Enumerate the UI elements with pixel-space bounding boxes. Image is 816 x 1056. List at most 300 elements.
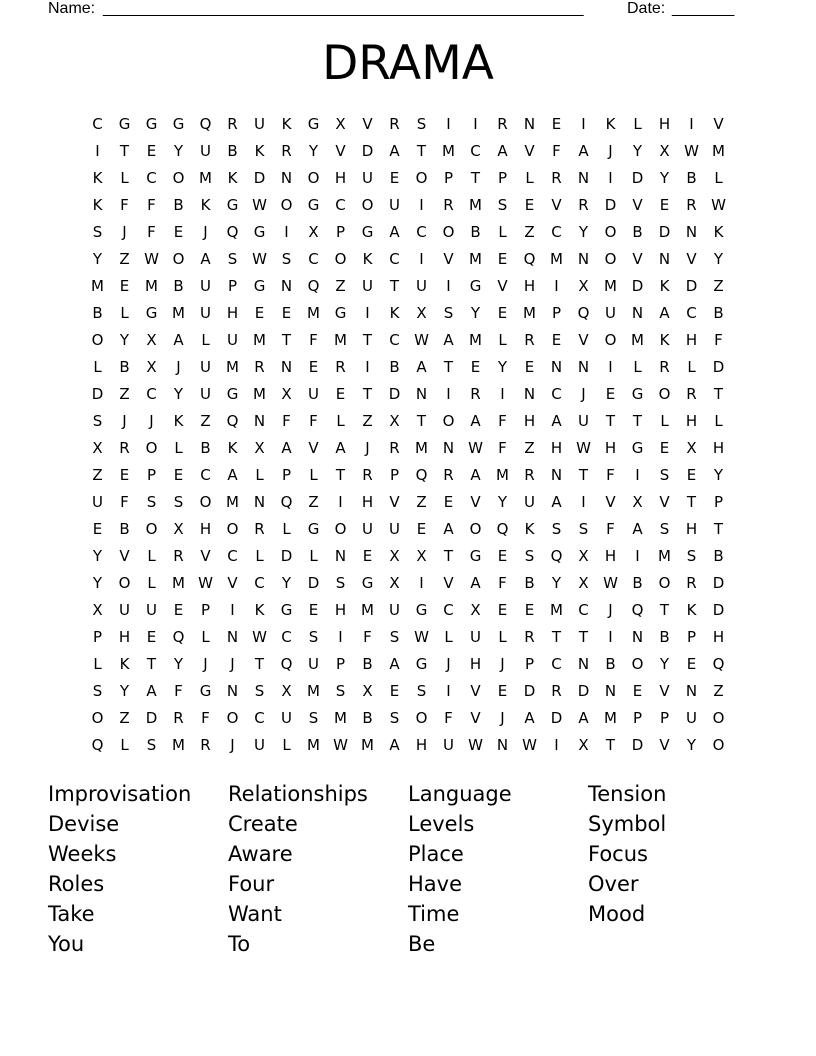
grid-letter: V [470,709,481,727]
grid-letter: Q [226,223,239,241]
grid-letter: O [712,709,725,727]
grid-letter: R [524,331,535,349]
grid-letter: U [389,601,400,619]
grid-letter: E [308,358,319,376]
grid-letter: S [254,682,265,700]
grid-row [84,111,732,138]
grid-letter: U [524,493,535,511]
grid-letter: Z [119,250,130,268]
grid-letter: A [200,250,211,268]
grid-letter: W [576,439,591,457]
grid-letter: T [659,601,670,619]
grid-letter: T [335,466,346,484]
grid-letter: F [282,412,291,430]
grid-letter: E [92,520,103,538]
grid-letter: L [309,547,318,565]
grid-letter: D [361,142,374,160]
grid-letter: U [119,601,130,619]
grid-letter: E [551,331,562,349]
grid-letter: U [308,385,319,403]
grid-letter: Q [172,628,185,646]
grid-letter: P [551,304,562,322]
grid-letter: C [254,574,265,592]
grid-letter: T [281,331,292,349]
grid-letter: R [362,466,373,484]
grid-letter: M [307,736,320,754]
grid-letter: O [226,709,239,727]
grid-letter: Q [550,547,563,565]
grid-letter: X [578,547,589,565]
grid-letter: I [608,628,613,646]
grid-row [84,624,732,651]
grid-letter: C [335,196,346,214]
grid-letter: M [334,331,347,349]
grid-letter: R [254,358,265,376]
grid-letter: E [443,493,454,511]
grid-letter: G [307,115,320,133]
grid-letter: X [92,439,103,457]
grid-letter: P [632,709,643,727]
grid-letter: X [578,574,589,592]
grid-letter: H [550,439,563,457]
grid-letter: K [227,439,238,457]
grid-letter: K [92,196,103,214]
grid-letter: K [713,223,724,241]
grid-letter: A [578,709,589,727]
grid-letter: E [497,304,508,322]
grid-letter: L [282,520,291,538]
grid-letter: E [308,601,319,619]
grid-letter: D [91,385,104,403]
grid-letter: K [173,412,184,430]
grid-letter: Y [497,493,508,511]
grid-letter: W [252,196,267,214]
grid-letter: E [389,169,400,187]
grid-letter: D [523,682,536,700]
grid-row [84,165,732,192]
name-label: Name: [48,0,96,17]
grid-letter: F [309,331,318,349]
grid-letter: T [632,412,643,430]
grid-row [84,489,732,516]
grid-letter: E [389,682,400,700]
grid-letter: M [307,682,320,700]
grid-letter: E [335,385,346,403]
grid-letter: Y [686,736,697,754]
grid-letter: E [686,466,697,484]
grid-letter: F [120,196,129,214]
grid-letter: Z [713,682,724,700]
grid-letter: T [470,169,481,187]
grid-letter: R [281,142,292,160]
grid-letter: V [470,682,481,700]
grid-letter: N [658,250,671,268]
grid-letter: J [500,709,505,727]
word-list-item: To [228,932,251,956]
grid-letter: H [685,412,698,430]
grid-letter: U [416,277,427,295]
grid-letter: M [253,385,266,403]
grid-letter: S [308,628,319,646]
grid-letter: J [581,385,586,403]
grid-row [84,705,732,732]
grid-letter: O [658,574,671,592]
grid-letter: A [551,493,562,511]
grid-letter: Q [415,466,428,484]
grid-letter: W [711,196,726,214]
grid-row [84,678,732,705]
grid-letter: O [469,520,482,538]
grid-letter: M [604,709,617,727]
grid-letter: N [496,736,509,754]
grid-letter: Y [92,547,103,565]
grid-letter: S [92,223,103,241]
grid-letter: J [608,142,613,160]
grid-letter: K [200,196,211,214]
grid-letter: E [524,196,535,214]
grid-letter: T [578,466,589,484]
grid-letter: I [284,223,289,241]
grid-letter: E [254,304,265,322]
grid-letter: V [551,196,562,214]
grid-letter: L [201,628,210,646]
grid-letter: O [604,331,617,349]
grid-letter: L [336,412,345,430]
grid-letter: R [254,520,265,538]
grid-letter: W [144,250,159,268]
grid-letter: X [389,412,400,430]
grid-letter: E [659,439,670,457]
word-list-item: Language [408,782,512,806]
grid-letter: N [226,682,239,700]
grid-letter: R [686,196,697,214]
grid-letter: C [551,655,562,673]
grid-letter: W [468,439,483,457]
grid-letter: A [524,709,535,727]
grid-letter: A [389,142,400,160]
grid-letter: X [416,547,427,565]
grid-letter: U [605,304,616,322]
grid-letter: Y [92,250,103,268]
grid-letter: G [307,196,320,214]
grid-letter: Q [523,250,536,268]
grid-letter: H [604,547,617,565]
grid-letter: L [147,574,156,592]
grid-letter: I [635,547,640,565]
grid-letter: C [389,331,400,349]
grid-letter: T [578,628,589,646]
grid-letter: D [631,169,644,187]
grid-row [84,300,732,327]
grid-letter: R [686,574,697,592]
grid-letter: B [173,196,184,214]
grid-letter: B [92,304,103,322]
grid-letter: P [389,466,400,484]
grid-letter: T [119,142,130,160]
word-list-item: Time [408,902,460,926]
grid-letter: N [253,493,266,511]
grid-letter: W [252,628,267,646]
grid-letter: N [577,250,590,268]
grid-letter: Z [335,277,346,295]
grid-letter: R [119,439,130,457]
grid-letter: E [173,223,184,241]
grid-letter: K [281,115,292,133]
grid-letter: R [659,358,670,376]
grid-letter: S [92,682,103,700]
word-list-item: Four [228,872,275,896]
grid-letter: R [524,628,535,646]
grid-letter: U [92,493,103,511]
grid-letter: Q [226,412,239,430]
grid-letter: X [389,547,400,565]
grid-letter: H [712,439,725,457]
grid-letter: D [280,547,293,565]
grid-letter: F [147,223,156,241]
grid-letter: Q [199,115,212,133]
grid-letter: X [146,358,157,376]
grid-letter: N [685,223,698,241]
grid-letter: R [335,358,346,376]
grid-letter: N [523,115,536,133]
grid-letter: H [712,628,725,646]
word-list-item: Relationships [228,782,368,806]
grid-letter: C [227,547,238,565]
grid-letter: L [498,628,507,646]
grid-letter: J [500,655,505,673]
grid-letter: I [554,736,559,754]
grid-letter: G [631,439,644,457]
grid-letter: K [92,169,103,187]
grid-letter: Y [551,574,562,592]
grid-letter: K [605,115,616,133]
grid-letter: Y [173,385,184,403]
grid-letter: M [172,304,185,322]
grid-letter: H [523,277,536,295]
grid-letter: A [146,682,157,700]
grid-letter: I [608,169,613,187]
grid-letter: V [713,115,724,133]
grid-letter: H [523,412,536,430]
grid-letter: J [365,439,370,457]
grid-letter: G [226,385,239,403]
grid-letter: X [254,439,265,457]
grid-letter: S [389,628,400,646]
grid-letter: I [446,115,451,133]
grid-letter: V [659,493,670,511]
grid-letter: W [468,736,483,754]
grid-letter: M [334,709,347,727]
grid-letter: A [389,223,400,241]
grid-letter: H [361,493,374,511]
grid-letter: M [172,574,185,592]
grid-letter: R [686,385,697,403]
grid-letter: R [551,682,562,700]
grid-letter: Y [632,142,643,160]
grid-letter: Z [524,439,535,457]
grid-letter: I [419,574,424,592]
grid-letter: P [659,709,670,727]
grid-letter: I [581,115,586,133]
word-list-item: Symbol [588,812,667,836]
grid-letter: W [414,628,429,646]
grid-letter: L [120,304,129,322]
grid-letter: N [631,304,644,322]
grid-letter: D [388,385,401,403]
grid-letter: T [443,547,454,565]
grid-letter: E [605,385,616,403]
grid-letter: F [174,682,183,700]
grid-letter: F [201,709,210,727]
grid-letter: X [686,439,697,457]
word-list-item: You [48,932,85,956]
grid-letter: M [550,601,563,619]
grid-letter: U [200,385,211,403]
grid-letter: B [524,574,535,592]
grid-letter: L [201,331,210,349]
grid-letter: R [497,115,508,133]
grid-letter: S [335,574,346,592]
grid-row [84,273,732,300]
grid-letter: E [362,547,373,565]
word-list-item: Over [588,872,639,896]
grid-letter: U [470,628,481,646]
grid-letter: O [172,169,185,187]
grid-letter: E [497,547,508,565]
grid-letter: I [365,358,370,376]
grid-row [84,327,732,354]
grid-letter: O [307,169,320,187]
grid-letter: U [362,520,373,538]
grid-letter: L [714,412,723,430]
grid-letter: F [606,466,615,484]
grid-letter: I [581,493,586,511]
grid-letter: S [416,115,427,133]
grid-letter: A [335,439,346,457]
grid-letter: Y [470,304,481,322]
grid-letter: L [93,655,102,673]
grid-letter: G [469,547,482,565]
grid-letter: K [362,250,373,268]
grid-letter: T [362,385,373,403]
grid-letter: S [497,196,508,214]
grid-letter: N [226,628,239,646]
grid-letter: K [659,277,670,295]
grid-letter: R [227,115,238,133]
grid-letter: S [659,520,670,538]
grid-letter: B [632,223,643,241]
grid-letter: A [443,331,454,349]
grid-letter: A [470,412,481,430]
grid-letter: W [198,574,213,592]
grid-letter: J [149,412,154,430]
grid-letter: F [606,520,615,538]
grid-letter: L [147,547,156,565]
grid-letter: J [122,412,127,430]
grid-letter: M [604,277,617,295]
grid-letter: G [145,115,158,133]
grid-letter: M [361,736,374,754]
grid-letter: X [416,304,427,322]
grid-letter: J [608,601,613,619]
grid-letter: M [496,466,509,484]
grid-letter: V [470,493,481,511]
grid-letter: B [605,655,616,673]
grid-letter: Q [631,601,644,619]
grid-row [84,192,732,219]
grid-letter: M [226,493,239,511]
word-list-item: Mood [588,902,646,926]
grid-letter: M [307,304,320,322]
grid-letter: Y [497,358,508,376]
grid-letter: I [338,628,343,646]
grid-letter: X [470,601,481,619]
grid-letter: T [605,736,616,754]
grid-letter: Z [119,385,130,403]
grid-letter: G [415,655,428,673]
grid-letter: S [92,412,103,430]
word-list-item: Place [408,842,464,866]
grid-letter: C [470,142,481,160]
grid-letter: S [524,547,535,565]
grid-letter: A [632,520,643,538]
grid-row [84,435,732,462]
grid-letter: W [252,250,267,268]
grid-letter: M [442,142,455,160]
grid-letter: E [146,142,157,160]
grid-letter: U [200,304,211,322]
grid-letter: Q [712,655,725,673]
grid-letter: A [227,466,238,484]
grid-letter: B [362,655,373,673]
word-list-item: Be [408,932,436,956]
grid-letter: D [604,196,617,214]
grid-letter: U [362,277,373,295]
grid-letter: X [362,682,373,700]
grid-letter: F [498,439,507,457]
word-list [48,779,768,959]
grid-letter: P [146,466,157,484]
grid-letter: D [712,358,725,376]
grid-letter: H [226,304,239,322]
grid-letter: U [389,196,400,214]
grid-letter: K [686,601,697,619]
grid-letter: V [443,250,454,268]
letter-grid [84,111,732,759]
grid-letter: D [577,682,590,700]
grid-letter: J [203,655,208,673]
grid-row [84,732,732,759]
grid-letter: N [685,682,698,700]
grid-letter: H [685,331,698,349]
grid-letter: F [309,412,318,430]
grid-letter: L [120,736,129,754]
grid-letter: Q [280,655,293,673]
grid-letter: S [389,709,400,727]
grid-letter: Y [659,655,670,673]
grid-letter: C [416,223,427,241]
grid-letter: K [119,655,130,673]
grid-letter: A [470,574,481,592]
grid-letter: N [280,358,293,376]
grid-letter: O [145,520,158,538]
grid-letter: C [146,169,157,187]
grid-letter: T [362,331,373,349]
grid-letter: O [712,736,725,754]
grid-letter: G [334,304,347,322]
grid-letter: M [523,304,536,322]
grid-letter: R [173,547,184,565]
